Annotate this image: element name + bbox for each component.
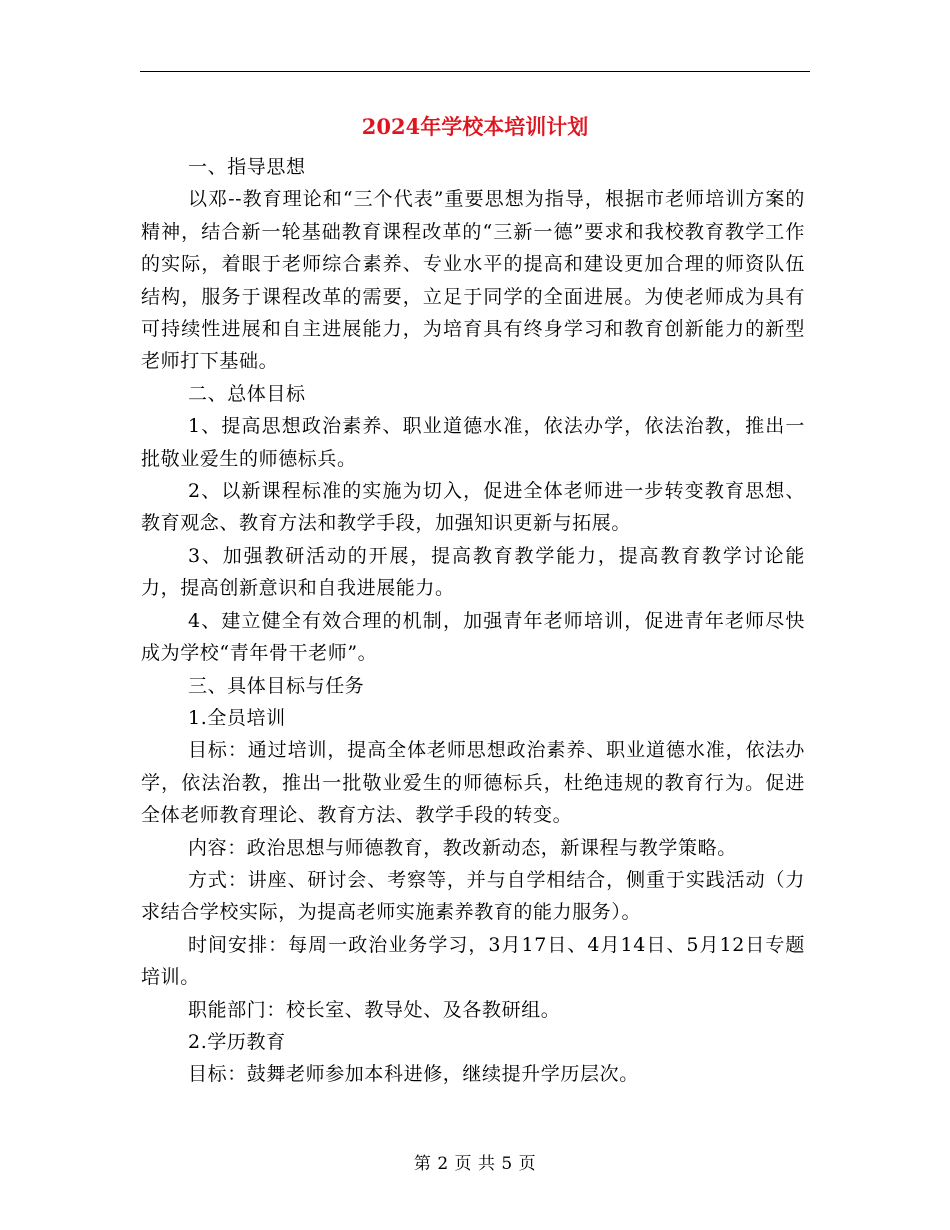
goal-item-1: 1、提高思想政治素养、职业道德水准，依法办学，依法治教，推出一批敬业爱生的师德标兵。 — [141, 415, 805, 470]
subsection-heading-academic-education: 2.学历教育 — [188, 1030, 286, 1053]
goal-item-2: 2、以新课程标准的实施为切入，促进全体老师进一步转变教育思想、教育观念、教育方法和教学手段，加强知识更新与拓展。 — [141, 480, 805, 535]
body-paragraph: 职能部门：校长室、教导处、及各教研组。 — [188, 998, 561, 1021]
page-footer — [0, 1152, 950, 1176]
goal-item-4: 4、建立健全有效合理的机制，加强青年老师培训，促进青年老师尽快成为学校“青年骨干老师”。 — [141, 609, 805, 665]
body-paragraph: 以邓--教育理论和“三个代表”重要思想为指导，根据市老师培训方案的精神，结合新一轮基础教育课程改革的“三新一德”要求和我校教育教学工作的实际，着眼于老师综合素养、专业水平的提高和建设更加合理的师资队伍结构，服务于课程改革的需要，立足于同学的全面进展。为使老师成为具有可持续性进展和自主进展能力，为培育具有终身学习和教育创新能力的新型老师打下基础。 — [141, 188, 805, 373]
goal-item-3: 3、加强教研活动的开展，提高教育教学能力，提高教育教学讨论能力，提高创新意识和自我进展能力。 — [141, 544, 805, 600]
section-heading-specific-goals: 三、具体目标与任务 — [188, 674, 365, 697]
document-body — [141, 151, 805, 1091]
body-paragraph: 内容：政治思想与师德教育，教改新动态，新课程与教学策略。 — [188, 836, 737, 859]
section-heading-guiding-ideology: 一、指导思想 — [188, 156, 306, 178]
header-rule — [140, 71, 810, 72]
body-paragraph: 目标：通过培训，提高全体老师思想政治素养、职业道德水准，依法办学，依法治教，推出一批敬业爱生的师德标兵，杜绝违规的教育行为。促进全体老师教育理论、教育方法、教学手段的转变。 — [141, 739, 805, 827]
section-heading-overall-goals: 二、总体目标 — [188, 382, 306, 405]
page-number-label: 第 2 页 共 5 页 — [413, 1154, 537, 1174]
subsection-heading-full-training: 1.全员培训 — [188, 706, 286, 729]
body-paragraph: 时间安排：每周一政治业务学习，3月17日、4月14日、5月12日专题培训。 — [141, 933, 805, 989]
document-title: 2024年学校本培训计划 — [361, 114, 589, 139]
body-paragraph: 目标：鼓舞老师参加本科进修，继续提升学历层次。 — [188, 1063, 639, 1086]
body-paragraph: 方式：讲座、研讨会、考察等，并与自学相结合，侧重于实践活动（力求结合学校实际，为提高老师实施素养教育的能力服务）。 — [141, 868, 805, 924]
